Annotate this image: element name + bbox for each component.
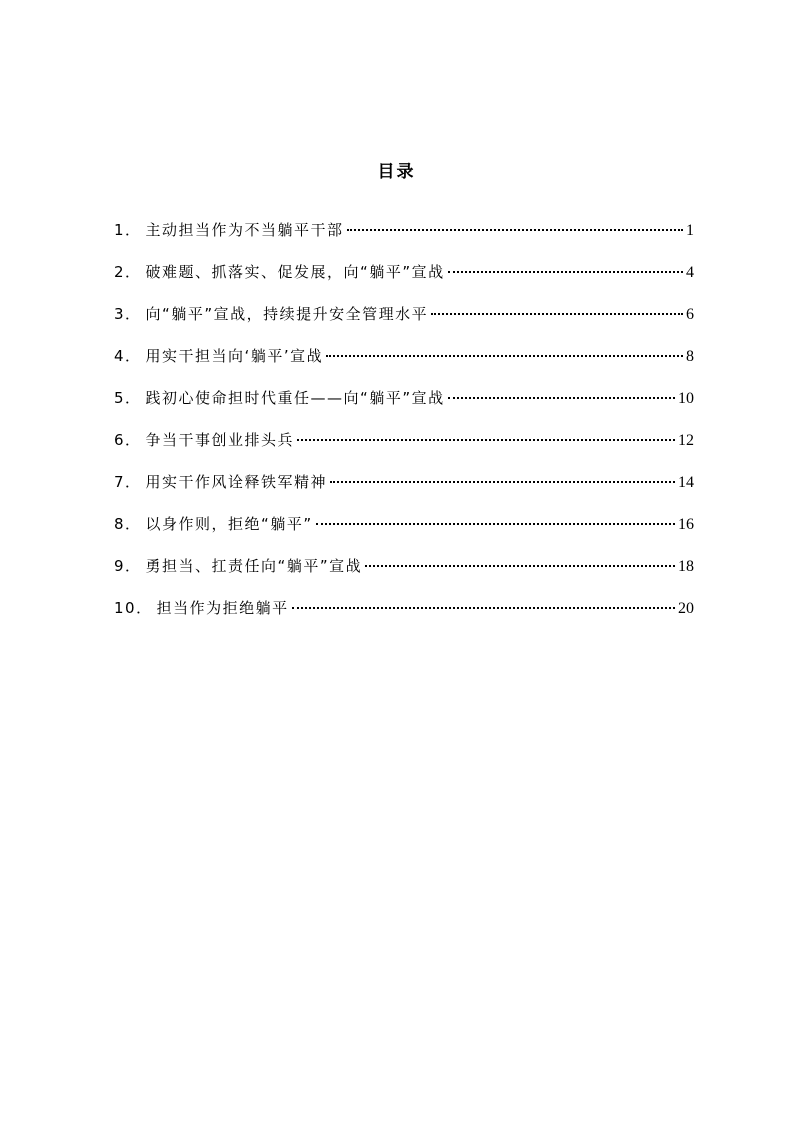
toc-entry-page: 6 bbox=[686, 306, 694, 323]
toc-entry-title: 践初心使命担时代重任——向“躺平”宣战 bbox=[145, 389, 445, 407]
dot-leader bbox=[431, 313, 683, 315]
toc-entry-title: 破难题、抓落实、促发展，向“躺平”宣战 bbox=[145, 263, 445, 281]
toc-entry[interactable] bbox=[114, 596, 694, 638]
toc-entry-title: 争当干事创业排头兵 bbox=[145, 431, 295, 449]
toc-entry[interactable] bbox=[114, 218, 694, 260]
toc-entry-page: 14 bbox=[678, 474, 694, 491]
toc-entry[interactable] bbox=[114, 470, 694, 512]
toc-entry-number: 9． bbox=[114, 557, 142, 575]
toc-entry-number: 4． bbox=[114, 347, 142, 365]
toc-entry-page: 1 bbox=[686, 222, 694, 239]
dot-leader bbox=[365, 565, 675, 567]
toc-entry-number: 3． bbox=[114, 305, 142, 323]
dot-leader bbox=[448, 397, 675, 399]
toc-entry-number: 7． bbox=[114, 473, 142, 491]
toc-entry-page: 18 bbox=[678, 558, 694, 575]
toc-entry-page: 10 bbox=[678, 390, 694, 407]
toc-entry-number: 8． bbox=[114, 515, 142, 533]
toc-entry-number: 10． bbox=[114, 599, 153, 617]
toc-entry-title: 勇担当、扛责任向“躺平”宣战 bbox=[145, 557, 363, 575]
toc-title: 目录 bbox=[377, 162, 416, 182]
dot-leader bbox=[292, 607, 675, 609]
toc-entry-title: 用实干担当向‘躺平’宣战 bbox=[145, 347, 324, 365]
toc-entry-number: 5． bbox=[114, 389, 142, 407]
toc-entry-page: 8 bbox=[686, 348, 694, 365]
toc-list bbox=[114, 218, 694, 638]
toc-entry[interactable] bbox=[114, 512, 694, 554]
toc-entry-title: 担当作为拒绝躺平 bbox=[156, 599, 289, 617]
toc-entry-number: 2． bbox=[114, 263, 142, 281]
toc-entry-title: 主动担当作为不当躺平干部 bbox=[145, 221, 344, 239]
toc-entry[interactable] bbox=[114, 428, 694, 470]
toc-entry-number: 1． bbox=[114, 221, 142, 239]
toc-entry-title: 用实干作风诠释铁军精神 bbox=[145, 473, 328, 491]
toc-entry[interactable] bbox=[114, 302, 694, 344]
dot-leader bbox=[448, 271, 683, 273]
toc-entry[interactable] bbox=[114, 344, 694, 386]
dot-leader bbox=[297, 439, 675, 441]
toc-entry-page: 12 bbox=[678, 432, 694, 449]
toc-entry-page: 16 bbox=[678, 516, 694, 533]
dot-leader bbox=[347, 229, 683, 231]
toc-entry[interactable] bbox=[114, 260, 694, 302]
toc-entry-title: 以身作则，拒绝“躺平” bbox=[145, 515, 313, 533]
toc-entry[interactable] bbox=[114, 554, 694, 596]
toc-entry-page: 20 bbox=[678, 600, 694, 617]
dot-leader bbox=[330, 481, 675, 483]
dot-leader bbox=[326, 355, 683, 357]
toc-entry-number: 6． bbox=[114, 431, 142, 449]
dot-leader bbox=[316, 523, 675, 525]
toc-entry-page: 4 bbox=[686, 264, 694, 281]
toc-entry[interactable] bbox=[114, 386, 694, 428]
toc-entry-title: 向“躺平”宣战，持续提升安全管理水平 bbox=[145, 305, 429, 323]
